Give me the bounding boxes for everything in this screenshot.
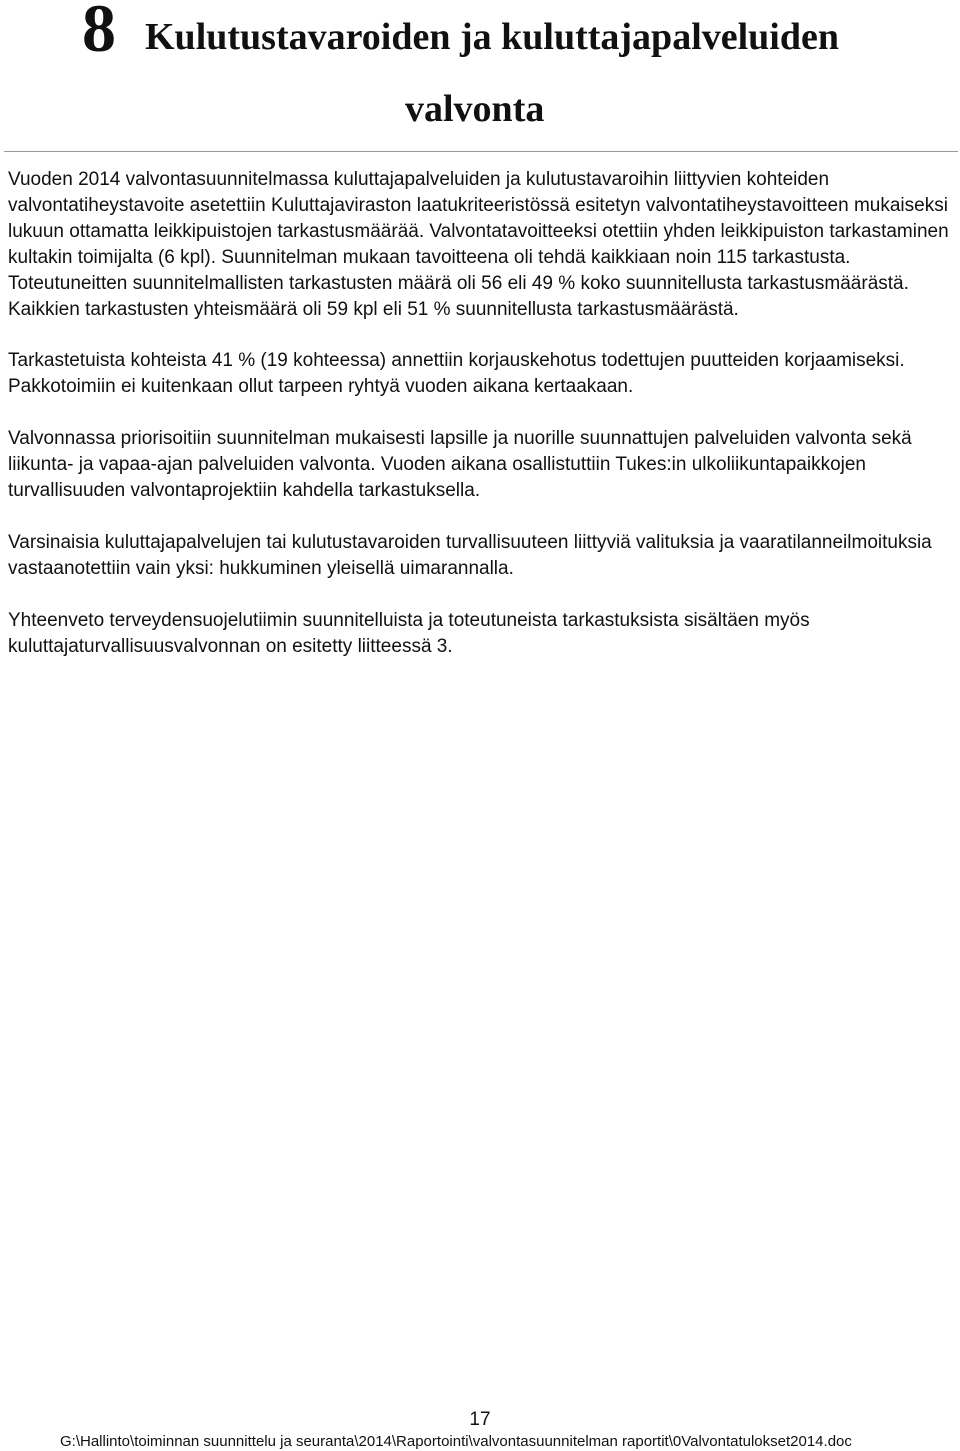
paragraph-prioritisation: Valvonnassa priorisoitiin suunnitelman mukaisesti lapsille ja nuorille suunnattujen palveluiden valvonta sekä liikunta- ja vapaa-ajan palveluiden valvonta. Vuoden aikana osallistuttiin Tukes:in ulkoliikuntapaikkojen turvallisuuden valvontaprojektiin kahdella tarkastuksella.	[8, 428, 912, 501]
paragraph-summary-reference: Yhteenveto terveydensuojelutiimin suunnitelluista ja toteutuneista tarkastuksista sisältäen myös kuluttajaturvallisuusvalvonnan on esitetty liitteessä 3.	[8, 610, 810, 657]
chapter-title-line-1: Kulutustavaroiden ja kuluttajapalveluiden	[145, 16, 840, 58]
page-number: 17	[469, 1409, 491, 1430]
paragraph-inspection-targets: Vuoden 2014 valvontasuunnitelmassa kuluttajapalveluiden ja kulutustavaroihin liittyvien kohteiden valvontatiheystavoite asetettiin Kuluttajaviraston laatukriteeristössä esitetyn valvontatiheystavoitteen mukaiseksi lukuun ottamatta leikkipuistojen tarkastusmäärää. Valvontatavoitteeksi otettiin yhden leikkipuiston tarkastaminen kultakin toimijalta (6 kpl). Suunnitelman mukaan tavoitteena oli tehdä kaikkiaan noin 115 tarkastusta. Toteutuneitten suunnitelmallisten tarkastusten määrä oli 56 eli 49 % koko suunnitellusta tarkastusmäärästä. Kaikkien tarkastusten yhteismäärä oli 59 kpl eli 51 % suunnitellusta tarkastusmäärästä.	[8, 169, 949, 320]
chapter-heading	[0, 0, 960, 152]
heading-divider	[4, 151, 958, 152]
document-body	[8, 167, 956, 686]
chapter-title-line-2: valvonta	[405, 88, 545, 130]
paragraph-correction-requests: Tarkastetuista kohteista 41 % (19 kohteessa) annettiin korjauskehotus todettujen puutteiden korjaamiseksi. Pakkotoimiin ei kuitenkaan ollut tarpeen ryhtyä vuoden aikana kertaakaan.	[8, 350, 905, 397]
chapter-number: 8	[82, 0, 116, 66]
paragraph-complaints: Varsinaisia kuluttajapalvelujen tai kulutustavaroiden turvallisuuteen liittyviä valituksia ja vaaratilanneilmoituksia vastaanotettiin vain yksi: hukkuminen yleisellä uimarannalla.	[8, 532, 932, 579]
footer-file-path: G:\Hallinto\toiminnan suunnittelu ja seuranta\2014\Raportointi\valvontasuunnitelman raportit\0Valvontatulokset2014.doc	[60, 1433, 852, 1450]
